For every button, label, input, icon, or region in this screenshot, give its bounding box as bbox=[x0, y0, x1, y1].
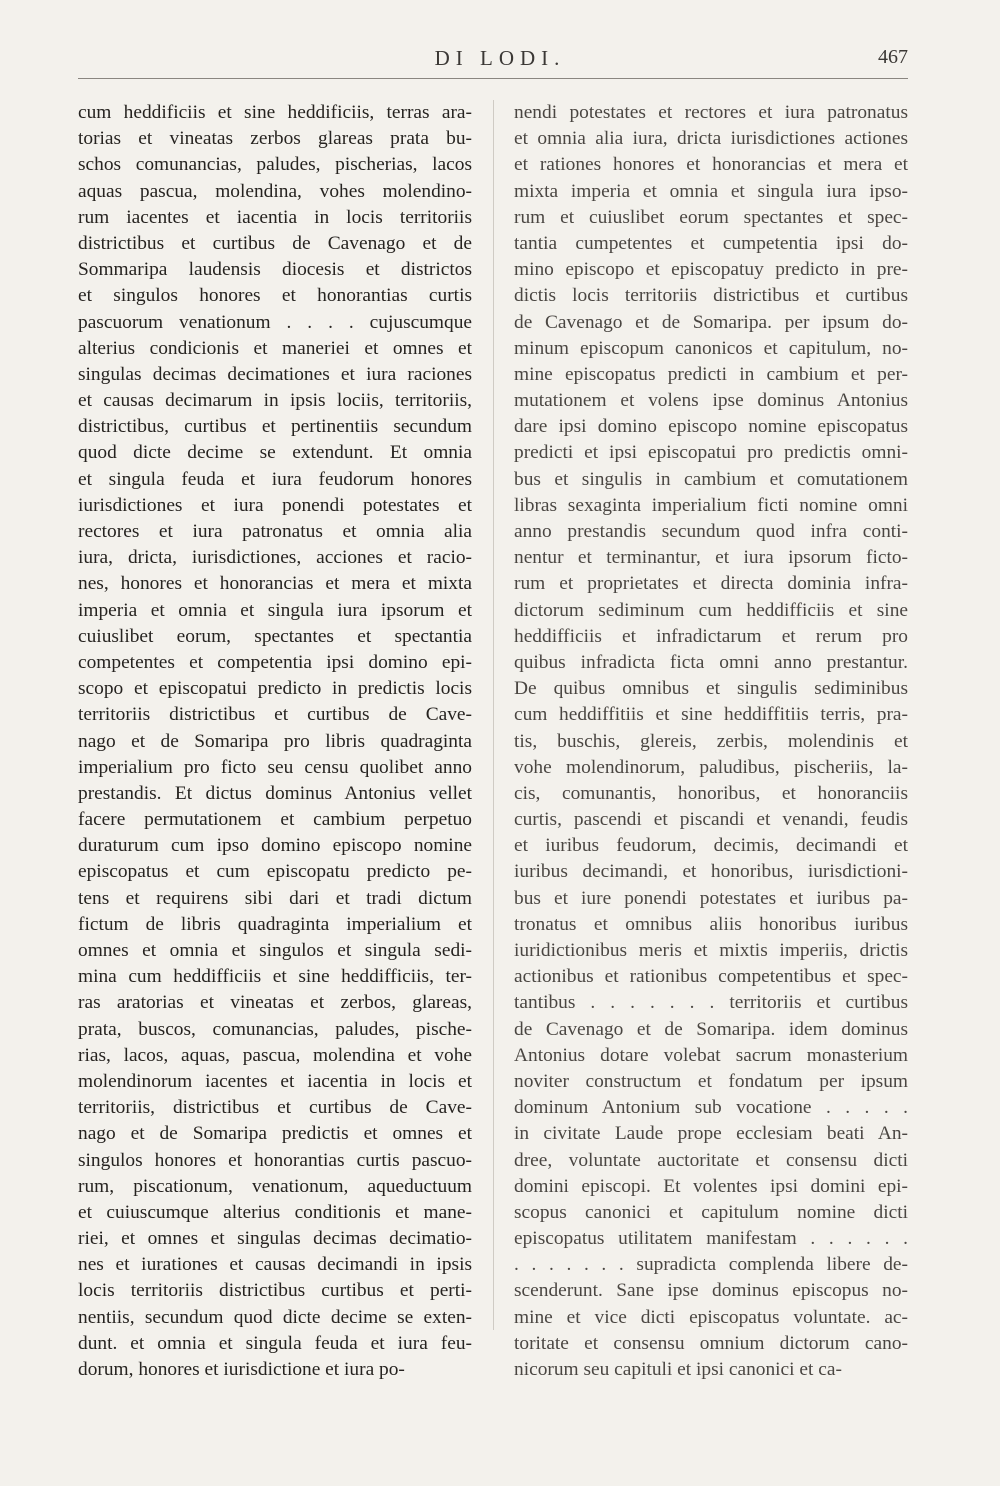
text-line: dree, voluntate auctoritate et consensu dicti bbox=[514, 1149, 908, 1171]
text-line: nes et iurationes et causas decimandi in ipsis bbox=[78, 1254, 472, 1276]
text-line: cuiuslibet eorum, spectantes et spectantia bbox=[78, 625, 472, 647]
text-line: competentes et competentia ipsi domino epi- bbox=[78, 651, 472, 673]
text-line: mine et vice dicti episcopatus voluntate. ac- bbox=[514, 1306, 908, 1328]
text-line: duraturum cum ipso domino episcopo nomine bbox=[78, 835, 472, 857]
text-line: bus et iure ponendi potestates et iuribus pa- bbox=[514, 887, 908, 909]
text-line: nentiis, secundum quod dicte decime se exten- bbox=[78, 1306, 472, 1328]
text-line: et cuiuscumque alterius conditionis et mane- bbox=[78, 1201, 472, 1223]
text-line: nago et de Somaripa predictis et omnes et bbox=[78, 1123, 472, 1145]
text-line: mine episcopatus predicti in cambium et per- bbox=[514, 363, 908, 385]
text-line: fictum de libris quadraginta imperialium et bbox=[78, 913, 472, 935]
text-line: aquas pascua, molendina, vohes molendino- bbox=[78, 180, 472, 202]
text-line: tens et requirens sibi dari et tradi dictum bbox=[78, 887, 472, 909]
text-line: cum heddificiis et sine heddificiis, terras ara- bbox=[78, 102, 472, 123]
text-line: districtibus et curtibus de Cavenago et de bbox=[78, 232, 472, 254]
text-line: cis, comunantis, honoribus, et honoranciis bbox=[514, 782, 908, 804]
text-line: omnes et omnia et singulos et singula sedi- bbox=[78, 940, 472, 961]
text-line: iurisdictiones et iura ponendi potestates et bbox=[78, 494, 472, 516]
text-line: et singula feuda et iura feudorum honores bbox=[78, 468, 472, 490]
text-line: de Cavenago et de Somaripa. per ipsum do- bbox=[514, 311, 908, 333]
text-line: rum iacentes et iacentia in locis territoriis bbox=[78, 206, 472, 228]
text-line: scopus canonici et capitulum nomine dicti bbox=[514, 1201, 908, 1223]
text-line: nendi potestates et rectores et iura patronatus bbox=[514, 102, 908, 123]
text-line: mina cum heddifficiis et sine heddifficiis, ter- bbox=[78, 966, 472, 988]
text-line: districtibus, curtibus et pertinentiis secundum bbox=[78, 416, 472, 438]
text-line: tantia cumpetentes et cumpetentia ipsi do- bbox=[514, 232, 908, 254]
page-number: 467 bbox=[878, 46, 908, 68]
text-line: Sommaripa laudensis diocesis et districtos bbox=[78, 259, 472, 281]
text-line: mutationem et volens ipse dominus Antonius bbox=[514, 390, 908, 412]
text-line: et rationes honores et honorancias et mera et bbox=[514, 154, 908, 176]
text-line: bus et singulis in cambium et comutationem bbox=[514, 468, 908, 490]
column-divider bbox=[493, 100, 494, 1330]
text-line: dictis locis territoriis districtibus et curtibus bbox=[514, 285, 908, 307]
text-line: mixta imperia et omnia et singula iura ipso- bbox=[514, 180, 908, 202]
text-line: torias et vineatas zerbos glareas prata bu- bbox=[78, 128, 472, 150]
text-line: singulas decimas decimationes et iura raciones bbox=[78, 363, 472, 385]
text-line: ras aratorias et vineatas et zerbos, glareas, bbox=[78, 992, 472, 1014]
text-line: libras sexaginta imperialium ficti nomine omni bbox=[514, 494, 908, 516]
text-line: et iuribus feudorum, decimis, decimandi et bbox=[514, 835, 908, 857]
text-line: facere permutationem et cambium perpetuo bbox=[78, 809, 472, 831]
text-line: et causas decimarum in ipsis lociis, territoriis, bbox=[78, 390, 472, 412]
text-line: episcopatus utilitatem manifestam . . . . . . bbox=[514, 1228, 908, 1250]
text-line: predicti et ipsi episcopatui pro predictis omni- bbox=[514, 442, 908, 464]
text-line: dunt. et omnia et singula feuda et iura feu- bbox=[78, 1332, 472, 1354]
running-header bbox=[0, 38, 1000, 78]
header-rule bbox=[78, 78, 908, 79]
text-line: iuribus decimandi, et honoribus, iurisdictioni- bbox=[514, 861, 908, 883]
text-line: nentur et terminantur, et iura ipsorum ficto- bbox=[514, 547, 908, 569]
text-line: schos comunancias, paludes, pischerias, lacos bbox=[78, 154, 472, 176]
text-line: territoriis, districtibus et curtibus de Cave- bbox=[78, 1097, 472, 1119]
text-line: dominum Antonium sub vocatione . . . . . bbox=[514, 1097, 908, 1119]
text-line: dictorum sediminum cum heddifficiis et sine bbox=[514, 599, 908, 621]
text-line: rum et proprietates et directa dominia infra- bbox=[514, 573, 908, 595]
text-line: locis territoriis districtibus curtibus et perti- bbox=[78, 1280, 472, 1302]
text-line: pascuorum venationum . . . . cujuscumque bbox=[78, 311, 472, 333]
text-line: episcopatus et cum episcopatu predicto pe- bbox=[78, 861, 472, 883]
text-line: tis, buschis, glereis, zerbis, molendinis et bbox=[514, 730, 908, 752]
text-line: heddifficiis et infradictarum et rerum pro bbox=[514, 625, 908, 647]
text-line: cum heddiffitiis et sine heddiffitiis terris, pra- bbox=[514, 704, 908, 726]
text-line: imperia et omnia et singula iura ipsorum et bbox=[78, 599, 472, 621]
text-line: nes, honores et honorancias et mera et mixta bbox=[78, 573, 472, 595]
text-line: mino episcopo et episcopatuy predicto in pre- bbox=[514, 259, 908, 281]
text-line: rectores et iura patronatus et omnia alia bbox=[78, 521, 472, 542]
text-line: et omnia alia iura, dricta iurisdictiones actiones bbox=[514, 128, 908, 150]
text-line: scopo et episcopatui predicto in predictis locis bbox=[78, 678, 472, 700]
text-line: rum, piscationum, venationum, aqueductuum bbox=[78, 1175, 472, 1197]
text-line: imperialium pro ficto seu censu quolibet anno bbox=[78, 756, 472, 778]
text-line: territoriis districtibus et curtibus de Cave- bbox=[78, 704, 472, 726]
text-line: dare ipsi domino episcopo nomine episcopatus bbox=[514, 416, 908, 438]
text-line: vohe molendinorum, paludibus, pischeriis, la- bbox=[514, 756, 908, 778]
text-line: iuridictionibus meris et mixtis imperiis, drictis bbox=[514, 940, 908, 961]
text-line: nicorum seu capituli et ipsi canonici et ca- bbox=[514, 1359, 842, 1380]
text-line: rum et cuiuslibet eorum spectantes et spec- bbox=[514, 206, 908, 228]
text-line: quibus infradicta ficta omni anno prestantur. bbox=[514, 651, 908, 673]
text-line: dorum, honores et iurisdictione et iura po- bbox=[78, 1359, 405, 1380]
text-line: curtis, pascendi et piscandi et venandi, feudis bbox=[514, 809, 908, 831]
text-line: domini episcopi. Et volentes ipsi domini epi- bbox=[514, 1175, 908, 1197]
text-line: anno prestandis secundum quod infra conti- bbox=[514, 521, 908, 542]
running-title: DI LODI. bbox=[434, 46, 566, 70]
text-line: tantibus . . . . . . . territoriis et curtibus bbox=[514, 992, 908, 1014]
text-line: de Cavenago et de Somaripa. idem dominus bbox=[514, 1018, 908, 1040]
text-line: tronatus et omnibus aliis honoribus iuribus bbox=[514, 913, 908, 935]
right-text-column bbox=[514, 100, 908, 1383]
text-line: minum episcopum canonicos et capitulum, no- bbox=[514, 337, 908, 359]
text-line: nago et de Somaripa pro libris quadraginta bbox=[78, 730, 472, 752]
text-line: actionibus et rationibus competentibus et spec- bbox=[514, 966, 908, 988]
text-line: rias, lacos, aquas, pascua, molendina et vohe bbox=[78, 1044, 472, 1066]
text-line: prestandis. Et dictus dominus Antonius vellet bbox=[78, 782, 472, 804]
text-line: singulos honores et honorantias curtis pascuo- bbox=[78, 1149, 472, 1171]
text-line: quod dicte decime se extendunt. Et omnia bbox=[78, 442, 472, 464]
text-line: noviter constructum et fondatum per ipsum bbox=[514, 1070, 908, 1092]
text-line: Antonius dotare volebat sacrum monasterium bbox=[514, 1044, 908, 1066]
text-line: iura, dricta, iurisdictiones, acciones et racio- bbox=[78, 547, 472, 569]
text-line: molendinorum iacentes et iacentia in locis et bbox=[78, 1070, 472, 1092]
text-line: riei, et omnes et singulas decimas decimatio- bbox=[78, 1228, 472, 1250]
text-line: De quibus omnibus et singulis sediminibus bbox=[514, 678, 908, 700]
text-line: prata, buscos, comunancias, paludes, pische- bbox=[78, 1018, 472, 1040]
text-line: . . . . . . . supradicta complenda libere de- bbox=[514, 1254, 908, 1276]
text-line: toritate et consensu omnium dictorum cano- bbox=[514, 1332, 908, 1354]
text-line: et singulos honores et honorantias curtis bbox=[78, 285, 472, 307]
text-line: scenderunt. Sane ipse dominus episcopus no- bbox=[514, 1280, 908, 1302]
text-line: alterius condicionis et maneriei et omnes et bbox=[78, 337, 472, 359]
left-text-column bbox=[78, 100, 472, 1383]
text-line: in civitate Laude prope ecclesiam beati An- bbox=[514, 1123, 908, 1145]
